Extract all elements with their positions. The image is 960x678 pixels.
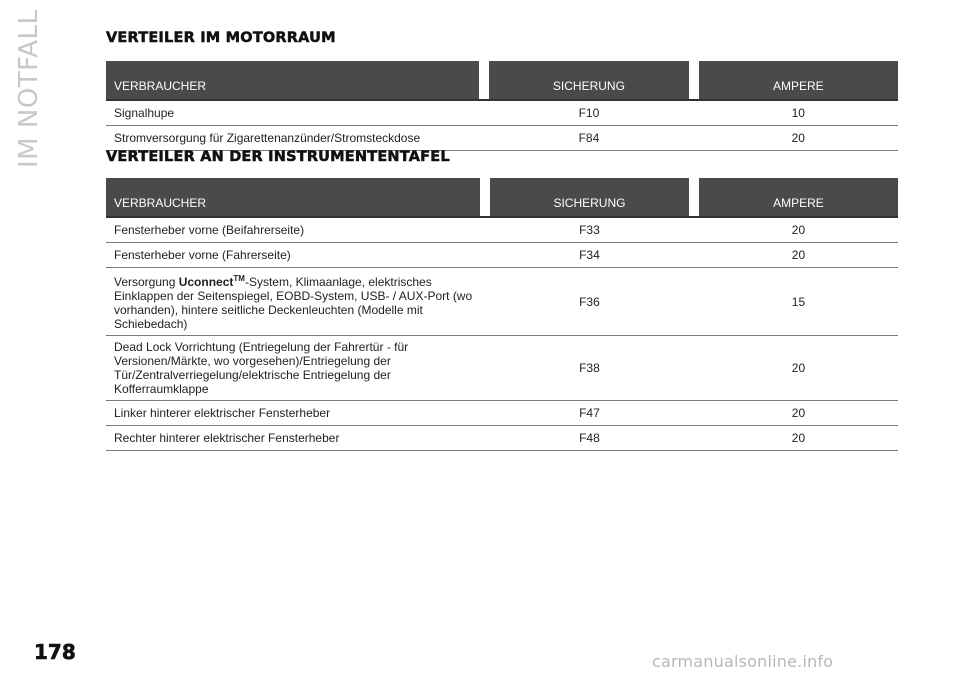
cell-verbraucher xyxy=(106,268,480,336)
table-row xyxy=(106,268,898,336)
cell-ampere: 10 xyxy=(699,100,898,126)
trademark-mark: TM xyxy=(233,274,245,283)
section-title-instrumententafel: VERTEILER AN DER INSTRUMENTENTAFEL xyxy=(106,149,450,165)
header-ampere: AMPERE xyxy=(699,61,898,100)
table-row xyxy=(106,401,898,426)
cell-sicherung: F10 xyxy=(489,100,688,126)
cell-ampere: 20 xyxy=(699,126,898,151)
header-sicherung: SICHERUNG xyxy=(490,178,689,217)
header-verbraucher: VERBRAUCHER xyxy=(106,61,479,100)
header-sicherung: SICHERUNG xyxy=(489,61,688,100)
fuse-table-motorraum xyxy=(106,61,898,151)
header-verbraucher: VERBRAUCHER xyxy=(106,178,480,217)
cell-ampere: 20 xyxy=(699,217,898,243)
section-title-motorraum: VERTEILER IM MOTORRAUM xyxy=(106,30,336,46)
cell-verbraucher: Signalhupe xyxy=(106,100,479,126)
watermark-text: carmanualsonline.info xyxy=(652,652,834,671)
chapter-side-label: IM NOTFALL xyxy=(14,9,44,168)
header-ampere: AMPERE xyxy=(699,178,898,217)
cell-ampere: 20 xyxy=(699,243,898,268)
cell-sicherung: F48 xyxy=(490,426,689,451)
table-header-row xyxy=(106,61,898,100)
cell-verbraucher: Dead Lock Vorrichtung (Entriegelung der Fahrertür - für Versionen/Märkte, wo vorgesehen)/Entriegelung der Tür/Zentralverriegelung/elektrische Entriegelung der Kofferraumklappe xyxy=(106,336,480,401)
page-number: 178 xyxy=(34,640,76,664)
uconnect-description: Versorgung Uconnect™-System, Klimaanlage, elektrisches Einklappen der Seitenspiegel, EOBD-System, USB- / AUX-Port (wo vorhanden), hintere seitliche Deckenleuchten (Modelle mit Schiebedach) xyxy=(114,274,473,331)
cell-sicherung: F84 xyxy=(489,126,688,151)
table-row xyxy=(106,217,898,243)
table-row xyxy=(106,100,898,126)
table-row xyxy=(106,243,898,268)
cell-verbraucher: Stromversorgung für Zigarettenanzünder/Stromsteckdose xyxy=(106,126,479,151)
cell-sicherung: F33 xyxy=(490,217,689,243)
cell-verbraucher: Fensterheber vorne (Fahrerseite) xyxy=(106,243,480,268)
cell-ampere: 20 xyxy=(699,401,898,426)
table-row xyxy=(106,336,898,401)
cell-sicherung: F38 xyxy=(490,336,689,401)
cell-verbraucher: Rechter hinterer elektrischer Fensterheber xyxy=(106,426,480,451)
cell-ampere: 20 xyxy=(699,426,898,451)
fuse-table-instrumententafel xyxy=(106,178,898,451)
cell-verbraucher: Fensterheber vorne (Beifahrerseite) xyxy=(106,217,480,243)
cell-verbraucher: Linker hinterer elektrischer Fensterheber xyxy=(106,401,480,426)
cell-ampere: 20 xyxy=(699,336,898,401)
table-header-row xyxy=(106,178,898,217)
cell-sicherung: F47 xyxy=(490,401,689,426)
cell-sicherung: F34 xyxy=(490,243,689,268)
cell-ampere: 15 xyxy=(699,268,898,336)
brand-name: Uconnect xyxy=(178,275,234,289)
cell-sicherung: F36 xyxy=(490,268,689,336)
table-row xyxy=(106,426,898,451)
table-row xyxy=(106,126,898,151)
